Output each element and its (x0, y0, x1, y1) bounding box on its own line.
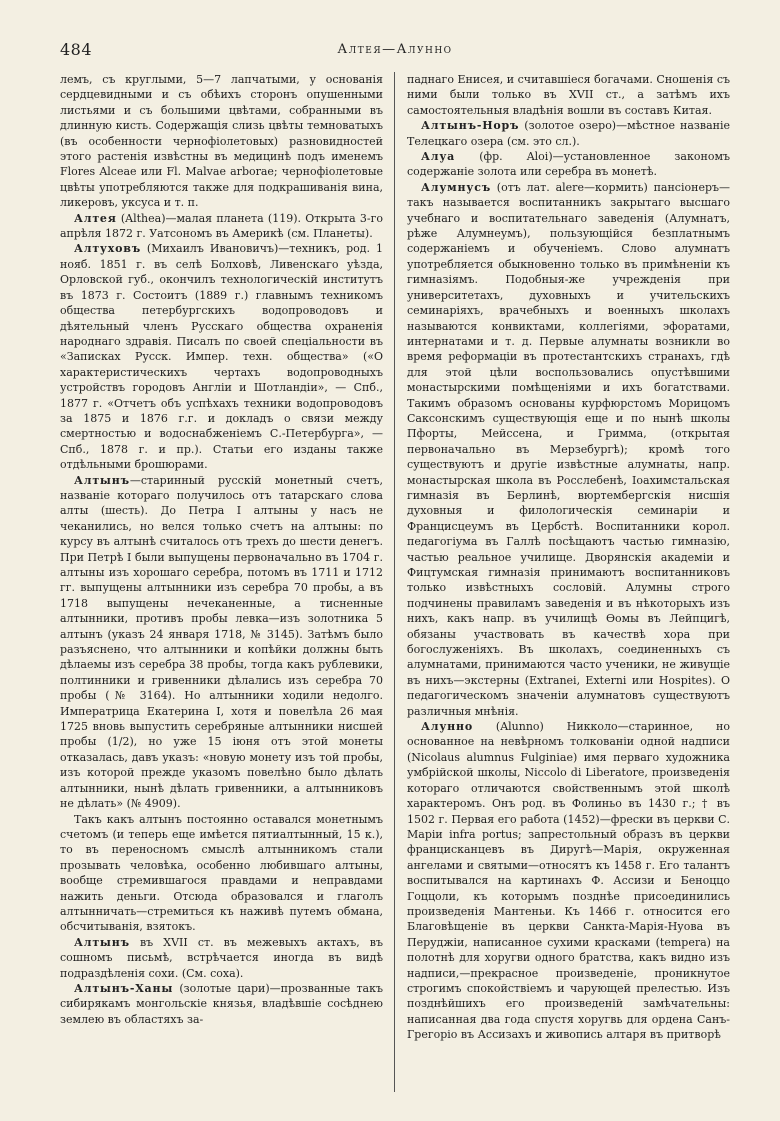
page-header (60, 40, 730, 64)
running-title: Алтея—Алунно (337, 42, 453, 57)
entry-text: (золотые цари)—прозванные такъ сибирякамъ монгольскіе князья, владѣвшіе сосѣднею землею въ областяхъ за- (60, 981, 383, 1026)
text-columns (60, 72, 730, 1092)
entry-text: (фр. Aloi)—установленное закономъ содержаніе золота или серебра въ монетѣ. (407, 150, 730, 179)
paragraph (60, 241, 383, 472)
paragraph (60, 812, 383, 935)
entry-text: (золотое озеро)—мѣстное названіе Телецкаго озера (см. это сл.). (407, 119, 730, 148)
entry-text: лемъ, съ круглыми, 5—7 лапчатыми, у основанія сердцевидными и съ обѣихъ сторонъ опушенными листьями и съ большими цвѣтами, собранными въ длинную кисть. Содержащія слизь цвѣты темноватыхъ (въ особенности чернофіолетовых) разновидностей этого растенія извѣстны въ медицинѣ подъ именемъ Flores Alceae или Fl. Malvae arborae; чернофіолетовые цвѣты употребляются также для подкрашиванія вина, ликеровъ, уксуса и т. п. (60, 73, 383, 210)
headword: Алтуховъ (74, 242, 141, 256)
entry-text: (Alunno) Никколо—старинное, но основанное на невѣрномъ толкованіи одной надписи (Nicolaus alumnus Fulginiae) имя перваго художника умбрійской школы, Niccolo di Liberatore, произведенія котораго отличаются свойственнымъ этой школѣ характеромъ. Онъ род. въ Фолиньо въ 1430 г.; † въ 1502 г. Первая его работа (1452)—фрески въ церкви С. Маріи infra portus; запрестольный образъ въ церкви францисканцевъ въ Диругѣ—Марія, окруженная ангелами и святыми—относятъ къ 1458 г. Его талантъ воспитывался на картинахъ Ф. Ассизи и Беноццо Гоццоли, къ которымъ позднѣе присоединились произведенія Мантеньи. Къ 1466 г. относится его Благовѣщеніе въ церкви Санкта-Марія-Нуова въ Перуджіи, написанное сухими красками (tempera) на полотнѣ для хоругви одного братства, какъ видно изъ надписи,—прекрасное произведеніе, проникнутое строгимъ спокойствіемъ и чарующей прелестью. Изъ позднѣйшихъ его произведеній замѣчательны: написанная два года спустя хоругвь для ордена Санъ-Грегоріо въ Ассизахъ и живопись алтаря въ притворѣ (407, 720, 730, 1042)
entry-text: (Михаилъ Ивановичъ)—техникъ, род. 1 нояб. 1851 г. въ селѣ Болховѣ, Ливенскаго уѣзда, Орловской губ., окончилъ технологическій институтъ въ 1873 г. Состоитъ (1889 г.) главнымъ техникомъ общества петербургскихъ водопроводовъ и дѣятельный членъ Русскаго общества охраненія народнаго здравія. Писалъ по своей спеціальности въ «Записках Русск. Импер. техн. общества» («О характеристическихъ чертахъ водопроводныхъ устройствъ городовъ Англіи и Шотландіи», — Спб., 1877 г. «Отчетъ объ успѣхахъ техники водопроводовъ за 1875 и 1876 г.г. и докладъ о связи между смертностью и водоснабженіемъ С.-Петербурга», — Спб., 1878 г. и пр.). Статьи его изданы также отдѣльными брошюрами. (60, 242, 383, 472)
entry-text: Такъ какъ алтынъ постоянно оставался монетнымъ счетомъ (и теперь еще имѣется пятиалтынный, 15 к.), то въ переносномъ смыслѣ алтынникомъ стали прозывать человѣка, особенно любившаго алтыны, вообще стремившагося правдами и неправдами нажить деньги. Отсюда образовался и глаголъ алтынничать—стремиться къ наживѣ путемъ обмана, обсчитыванія, взятокъ. (60, 812, 383, 934)
left-column (60, 72, 383, 1092)
right-column (407, 72, 730, 1092)
headword: Алунно (421, 720, 473, 734)
paragraph (60, 473, 383, 812)
entry-text: (Althea)—малая планета (119). Открыта 3-го апрѣля 1872 г. Уатсономъ въ Америкѣ (см. Планеты). (60, 211, 383, 241)
entry-text: въ XVII ст. въ межевыхъ актахъ, въ сошномъ письмѣ, встрѣчается иногда въ видѣ подраздѣленія сохи. (См. соха). (60, 935, 383, 980)
headword: Алтынъ-Норъ (421, 119, 520, 133)
paragraph (60, 211, 383, 242)
page-number: 484 (60, 40, 93, 59)
headword: Алтынъ-Ханы (74, 981, 174, 995)
headword: Алтея (74, 211, 117, 225)
headword: Алтынъ (74, 935, 130, 949)
entry-text: (отъ лат. alere—кормить) пансіонеръ—такъ называется воспитанникъ закрытаго высшаго учебнаго и воспитательнаго заведенія (Алумнатъ, рѣже Алумнеумъ), пользующійся безплатнымъ содержаніемъ и обученіемъ. Слово алумнатъ употребляется обыкновенно только въ примѣненіи къ гимназіямъ. Подобныя-же учрежденія при университетахъ, духовныхъ и учительскихъ семинаріяхъ, врачебныхъ и военныхъ школахъ называются конвиктами, коллегіями, эфоратами, интернатами и т. д. Первые алумнаты возникли во время реформаціи въ протестантскихъ странахъ, гдѣ для этой цѣли воспользовались опустѣвшими монастырскими помѣщеніями и ихъ богатствами. Такимъ образомъ основаны курфюрстомъ Морицомъ Саксонскимъ существующія еще и по нынѣ школы Пфорты, Мейссена, и Гримма, (открытая первоначально въ Мерзебургѣ); кромѣ того существуютъ и другіе извѣстные алумнаты, напр. монастырская школа въ Росслебенѣ, Іоахимстальская гимназія въ Берлинѣ, вюртембергскія нисшія духовныя и филологическія семинаріи и Францисцеумъ въ Цербстѣ. Воспитанники корол. педагогіума въ Галлѣ посѣщаютъ частью гимназію, частью реальное училище. Дворянскія академіи и Фицтумская гимназія принимаютъ воспитанниковъ только извѣстныхъ сословій. Алумны строго подчинены правиламъ заведенія и въ нѣкоторыхъ изъ нихъ, какъ напр. въ училищѣ Ѳомы въ Лейпцигѣ, обязаны участвовать въ качествѣ хора при богослуженіяхъ. Въ школахъ, соединенныхъ съ алумнатами, принимаются часто ученики, не живущіе въ нихъ—экстерны (Extranei, Externi или Hospites). О педагогическомъ значеніи алумнатовъ существуютъ различныя мнѣнія. (407, 180, 730, 718)
column-divider (394, 72, 395, 1092)
paragraph (60, 981, 383, 1027)
paragraph (60, 72, 383, 211)
entry-text: —старинный русскій монетный счетъ, названіе котораго получилось отъ татарскаго слова алты (шесть). До Петра I алтыны у насъ не чеканились, но велся только счетъ на алтыны: по курсу въ алтынѣ считалось отъ трехъ до шести денегъ. При Петрѣ I были выпущены первоначально въ 1704 г. алтыны изъ хорошаго серебра, потомъ въ 1711 и 1712 гг. выпущены алтынники изъ серебра 70 пробы, а въ 1718 выпущены нечеканенные, а тисненные алтынники, противъ пробы левка—изъ золотника 5 алтынъ (указъ 24 января 1718, № 3145). Затѣмъ было разъяснено, что алтынники и копѣйки должны быть дѣлаемы изъ серебра 38 пробы, тогда какъ рублевики, полтинники и гривенники дѣлались изъ серебра 70 пробы (№ 3164). Но алтынники ходили недолго. Императрица Екатерина I, хотя и повелѣла 26 мая 1725 вновь выпустить серебряные алтынники нисшей пробы (1/2), но уже 15 іюня отъ этой монеты отказалась, давъ указъ: «новую монету изъ той пробы, изъ которой прежде указомъ повелѣно было дѣлать алтынники, нынѣ дѣлать гривенники, а алтынниковъ не дѣлать» (№ 4909). (60, 473, 383, 811)
paragraph (60, 935, 383, 981)
paragraph (407, 118, 730, 149)
paragraph (407, 72, 730, 118)
paragraph (407, 149, 730, 180)
paragraph (407, 180, 730, 719)
headword: Алтынъ (74, 473, 130, 487)
paragraph (407, 719, 730, 1043)
entry-text: паднаго Енисея, и считавшіеся богачами. Сношенія съ ними были только въ XVII ст., а затѣмъ ихъ самостоятельныя владѣнія вошли въ составъ Китая. (407, 73, 730, 117)
headword: Алуа (421, 150, 456, 164)
headword: Алумнусъ (421, 180, 491, 194)
